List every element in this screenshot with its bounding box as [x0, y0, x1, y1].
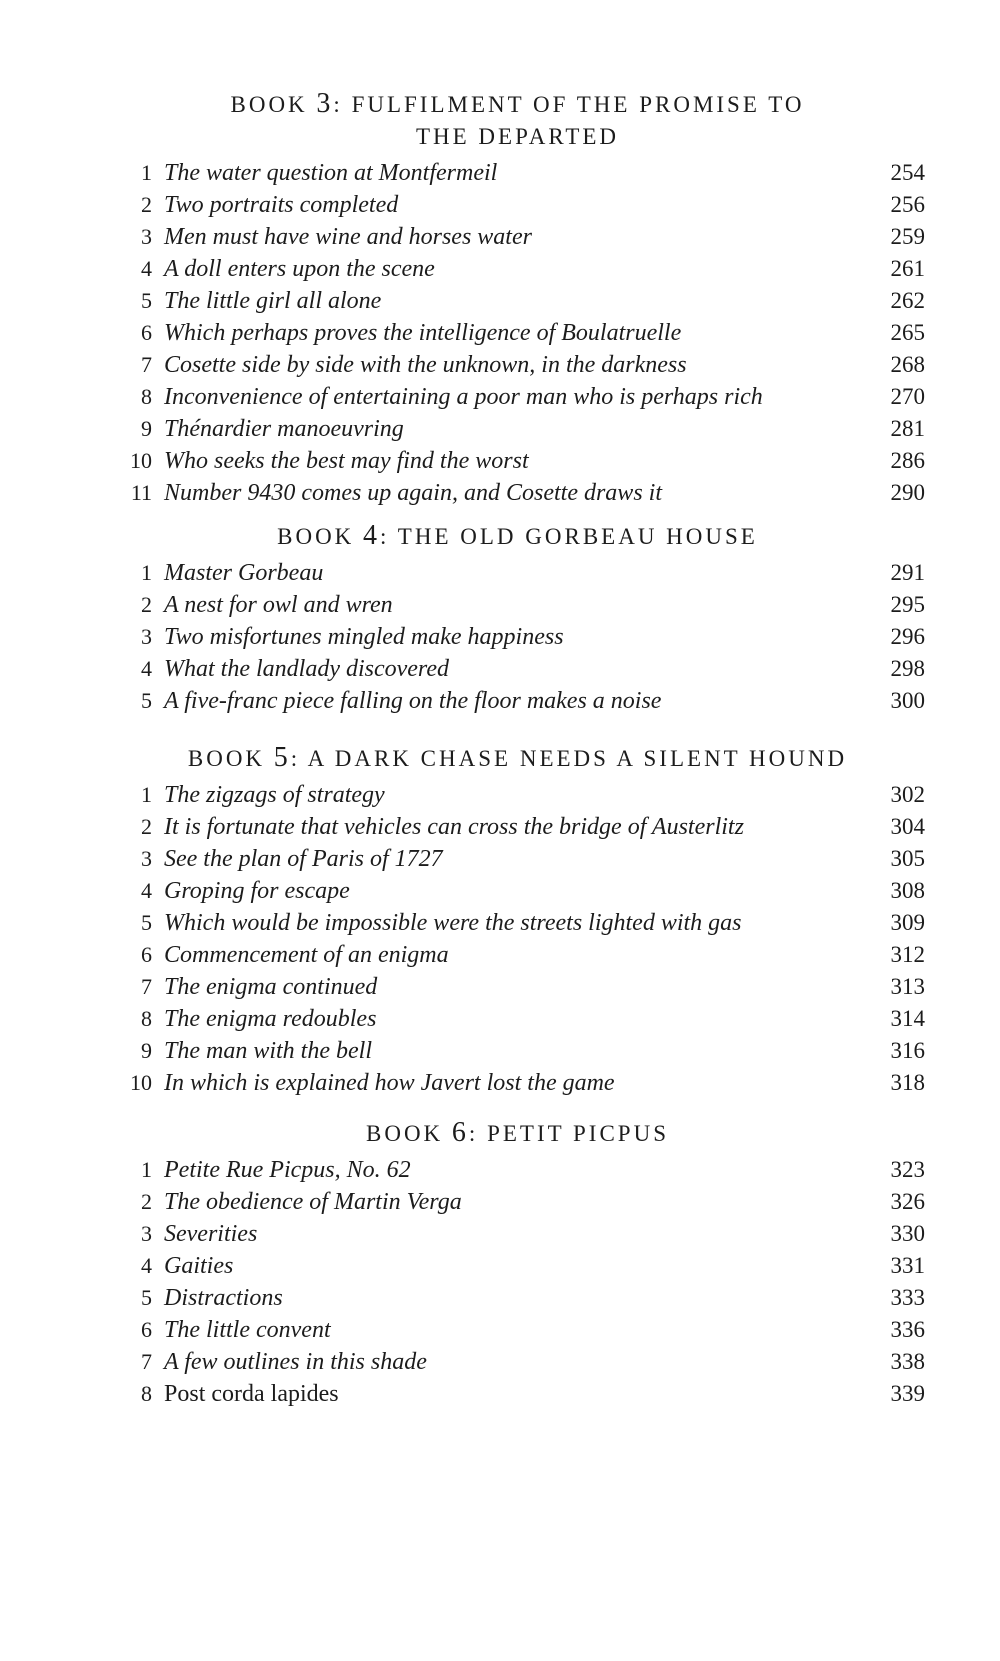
chapter-title: A doll enters upon the scene: [164, 256, 435, 282]
page-number: 291: [890, 560, 925, 585]
book-label: BOOK: [277, 524, 355, 549]
chapter-entry: [110, 779, 925, 811]
page-number: 309: [890, 910, 925, 935]
book-heading: BOOK 3: FULFILMENT OF THE PROMISE TO THE DEPARTED: [230, 88, 805, 149]
chapter-list: [110, 557, 925, 717]
chapter-entry: [110, 1250, 925, 1282]
chapter-title: Who seeks the best may find the worst: [164, 448, 529, 474]
chapter-number: 5: [141, 688, 152, 713]
page-number: 270: [890, 384, 925, 409]
chapter-entry: [110, 557, 925, 589]
page-number: 295: [890, 592, 925, 617]
book-number: 4: [363, 520, 381, 551]
chapter-entry: [110, 589, 925, 621]
chapter-entry: [110, 381, 925, 413]
chapter-number: 7: [141, 352, 152, 377]
book-title: A DARK CHASE NEEDS A SILENT HOUND: [307, 746, 848, 771]
book-heading: BOOK 6: PETIT PICPUS: [366, 1117, 669, 1148]
chapter-entry: [110, 907, 925, 939]
chapter-title: Master Gorbeau: [164, 560, 324, 586]
chapter-entry: [110, 843, 925, 875]
page-number: 331: [890, 1253, 925, 1278]
book-section: [110, 742, 925, 1099]
chapter-number: 3: [141, 1221, 152, 1246]
chapter-entry: [110, 1346, 925, 1378]
chapter-number: 2: [141, 814, 152, 839]
chapter-title: Petite Rue Picpus, No. 62: [164, 1157, 411, 1183]
chapter-title: The water question at Montfermeil: [164, 160, 498, 186]
book-heading: BOOK 4: THE OLD GORBEAU HOUSE: [277, 520, 758, 551]
chapter-number: 5: [141, 910, 152, 935]
chapter-title: It is fortunate that vehicles can cross the bridge of Austerlitz: [164, 814, 744, 840]
book-number: 3: [316, 88, 334, 119]
chapter-title: A five-franc piece falling on the floor makes a noise: [164, 688, 662, 714]
chapter-title: Distractions: [164, 1285, 283, 1311]
chapter-number: 4: [141, 656, 152, 681]
chapter-entry: [110, 1282, 925, 1314]
page-number: 336: [890, 1317, 925, 1342]
book-number: 5: [273, 742, 291, 773]
chapter-title: The little convent: [164, 1317, 331, 1343]
chapter-entry: [110, 349, 925, 381]
page-number: 314: [890, 1006, 925, 1031]
book-label: BOOK: [230, 92, 308, 117]
chapter-entry: [110, 1035, 925, 1067]
chapter-number: 2: [141, 192, 152, 217]
page-number: 318: [890, 1070, 925, 1095]
chapter-number: 7: [141, 1349, 152, 1374]
book-title: THE OLD GORBEAU HOUSE: [397, 524, 758, 549]
chapter-title: The zigzags of strategy: [164, 782, 385, 808]
page-number: 256: [890, 192, 925, 217]
book-title-continued: THE DEPARTED: [415, 124, 620, 149]
chapter-title: Number 9430 comes up again, and Cosette draws it: [164, 480, 662, 506]
chapter-title: The little girl all alone: [164, 288, 382, 314]
chapter-number: 7: [141, 974, 152, 999]
chapter-title: A few outlines in this shade: [164, 1349, 427, 1375]
chapter-number: 10: [130, 1070, 152, 1095]
chapter-title: Which would be impossible were the streets lighted with gas: [164, 910, 742, 936]
chapter-entry: [110, 621, 925, 653]
chapter-number: 3: [141, 624, 152, 649]
chapter-list: [110, 157, 925, 509]
page-number: 268: [890, 352, 925, 377]
chapter-entry: [110, 445, 925, 477]
chapter-entry: [110, 189, 925, 221]
chapter-title: Cosette side by side with the unknown, in the darkness: [164, 352, 687, 378]
page-number: 296: [890, 624, 925, 649]
chapter-number: 4: [141, 1253, 152, 1278]
chapter-number: 9: [141, 1038, 152, 1063]
book-section: [110, 520, 925, 717]
chapter-entry: [110, 875, 925, 907]
chapter-number: 4: [141, 878, 152, 903]
chapter-number: 6: [141, 1317, 152, 1342]
chapter-entry: [110, 477, 925, 509]
chapter-number: 3: [141, 846, 152, 871]
chapter-number: 9: [141, 416, 152, 441]
chapter-entry: [110, 1314, 925, 1346]
page-number: 316: [890, 1038, 925, 1063]
chapter-number: 1: [141, 1157, 152, 1182]
chapter-title: The enigma continued: [164, 974, 378, 1000]
chapter-number: 1: [141, 160, 152, 185]
page-number: 323: [890, 1157, 925, 1182]
chapter-entry: [110, 971, 925, 1003]
chapter-title: A nest for owl and wren: [164, 592, 393, 618]
chapter-title: Gaities: [164, 1253, 234, 1279]
page-number: 305: [890, 846, 925, 871]
chapter-title: The obedience of Martin Verga: [164, 1189, 462, 1215]
book-section: [110, 88, 925, 509]
chapter-title: Men must have wine and horses water: [164, 224, 532, 250]
page-number: 262: [890, 288, 925, 313]
chapter-number: 5: [141, 1285, 152, 1310]
chapter-entry: [110, 685, 925, 717]
page-number: 333: [890, 1285, 925, 1310]
chapter-number: 6: [141, 320, 152, 345]
page-number: 330: [890, 1221, 925, 1246]
chapter-entry: [110, 1067, 925, 1099]
chapter-number: 6: [141, 942, 152, 967]
page-number: 290: [890, 480, 925, 505]
chapter-title: The enigma redoubles: [164, 1006, 377, 1032]
chapter-entry: [110, 653, 925, 685]
chapter-list: [110, 779, 925, 1099]
chapter-number: 4: [141, 256, 152, 281]
book-title: FULFILMENT OF THE PROMISE TO: [351, 92, 805, 117]
book-section: [110, 1117, 925, 1410]
chapter-title: Two misfortunes mingled make happiness: [164, 624, 564, 650]
book-label: BOOK: [366, 1121, 444, 1146]
book-heading: BOOK 5: A DARK CHASE NEEDS A SILENT HOUND: [187, 742, 848, 773]
chapter-number: 10: [130, 448, 152, 473]
chapter-number: 11: [130, 480, 152, 505]
chapter-number: 5: [141, 288, 152, 313]
chapter-number: 2: [141, 1189, 152, 1214]
chapter-title: Severities: [164, 1221, 258, 1247]
chapter-number: 1: [141, 560, 152, 585]
chapter-title: Two portraits completed: [164, 192, 399, 218]
chapter-entry: [110, 221, 925, 253]
page-number: 298: [890, 656, 925, 681]
chapter-number: 8: [141, 384, 152, 409]
chapter-entry: [110, 1154, 925, 1186]
chapter-title: Inconvenience of entertaining a poor man who is perhaps rich: [164, 384, 763, 410]
page-number: 304: [890, 814, 925, 839]
chapter-number: 8: [141, 1006, 152, 1031]
book-title: PETIT PICPUS: [487, 1121, 669, 1146]
chapter-entry: [110, 157, 925, 189]
page-number: 339: [890, 1381, 925, 1406]
chapter-number: 1: [141, 782, 152, 807]
chapter-entry: [110, 811, 925, 843]
page-number: 281: [890, 416, 925, 441]
chapter-title: Which perhaps proves the intelligence of Boulatruelle: [164, 320, 682, 346]
book-label: BOOK: [187, 746, 266, 771]
chapter-title: Thénardier manoeuvring: [164, 416, 404, 442]
chapter-title: Groping for escape: [164, 878, 350, 904]
page-number: 261: [890, 256, 925, 281]
chapter-entry: [110, 1186, 925, 1218]
chapter-list: [110, 1154, 925, 1410]
chapter-entry: [110, 1378, 925, 1410]
page-number: 313: [890, 974, 925, 999]
page-number: 259: [890, 224, 925, 249]
chapter-entry: [110, 939, 925, 971]
chapter-entry: [110, 1003, 925, 1035]
page-number: 300: [890, 688, 925, 713]
page-number: 265: [890, 320, 925, 345]
chapter-entry: [110, 317, 925, 349]
page-number: 254: [890, 160, 925, 185]
page-number: 308: [890, 878, 925, 903]
page-number: 286: [890, 448, 925, 473]
chapter-entry: [110, 413, 925, 445]
page-number: 312: [890, 942, 925, 967]
chapter-number: 2: [141, 592, 152, 617]
chapter-title: What the landlady discovered: [164, 656, 450, 682]
chapter-entry: [110, 253, 925, 285]
chapter-title: Post corda lapides: [164, 1381, 339, 1407]
page-number: 326: [890, 1189, 925, 1214]
chapter-title: Commencement of an enigma: [164, 942, 449, 968]
chapter-title: The man with the bell: [164, 1038, 372, 1064]
page-number: 338: [890, 1349, 925, 1374]
page-number: 302: [890, 782, 925, 807]
chapter-number: 8: [141, 1381, 152, 1406]
chapter-number: 3: [141, 224, 152, 249]
chapter-title: See the plan of Paris of 1727: [164, 846, 443, 872]
chapter-entry: [110, 1218, 925, 1250]
book-number: 6: [451, 1117, 469, 1148]
chapter-entry: [110, 285, 925, 317]
chapter-title: In which is explained how Javert lost the game: [164, 1070, 615, 1096]
